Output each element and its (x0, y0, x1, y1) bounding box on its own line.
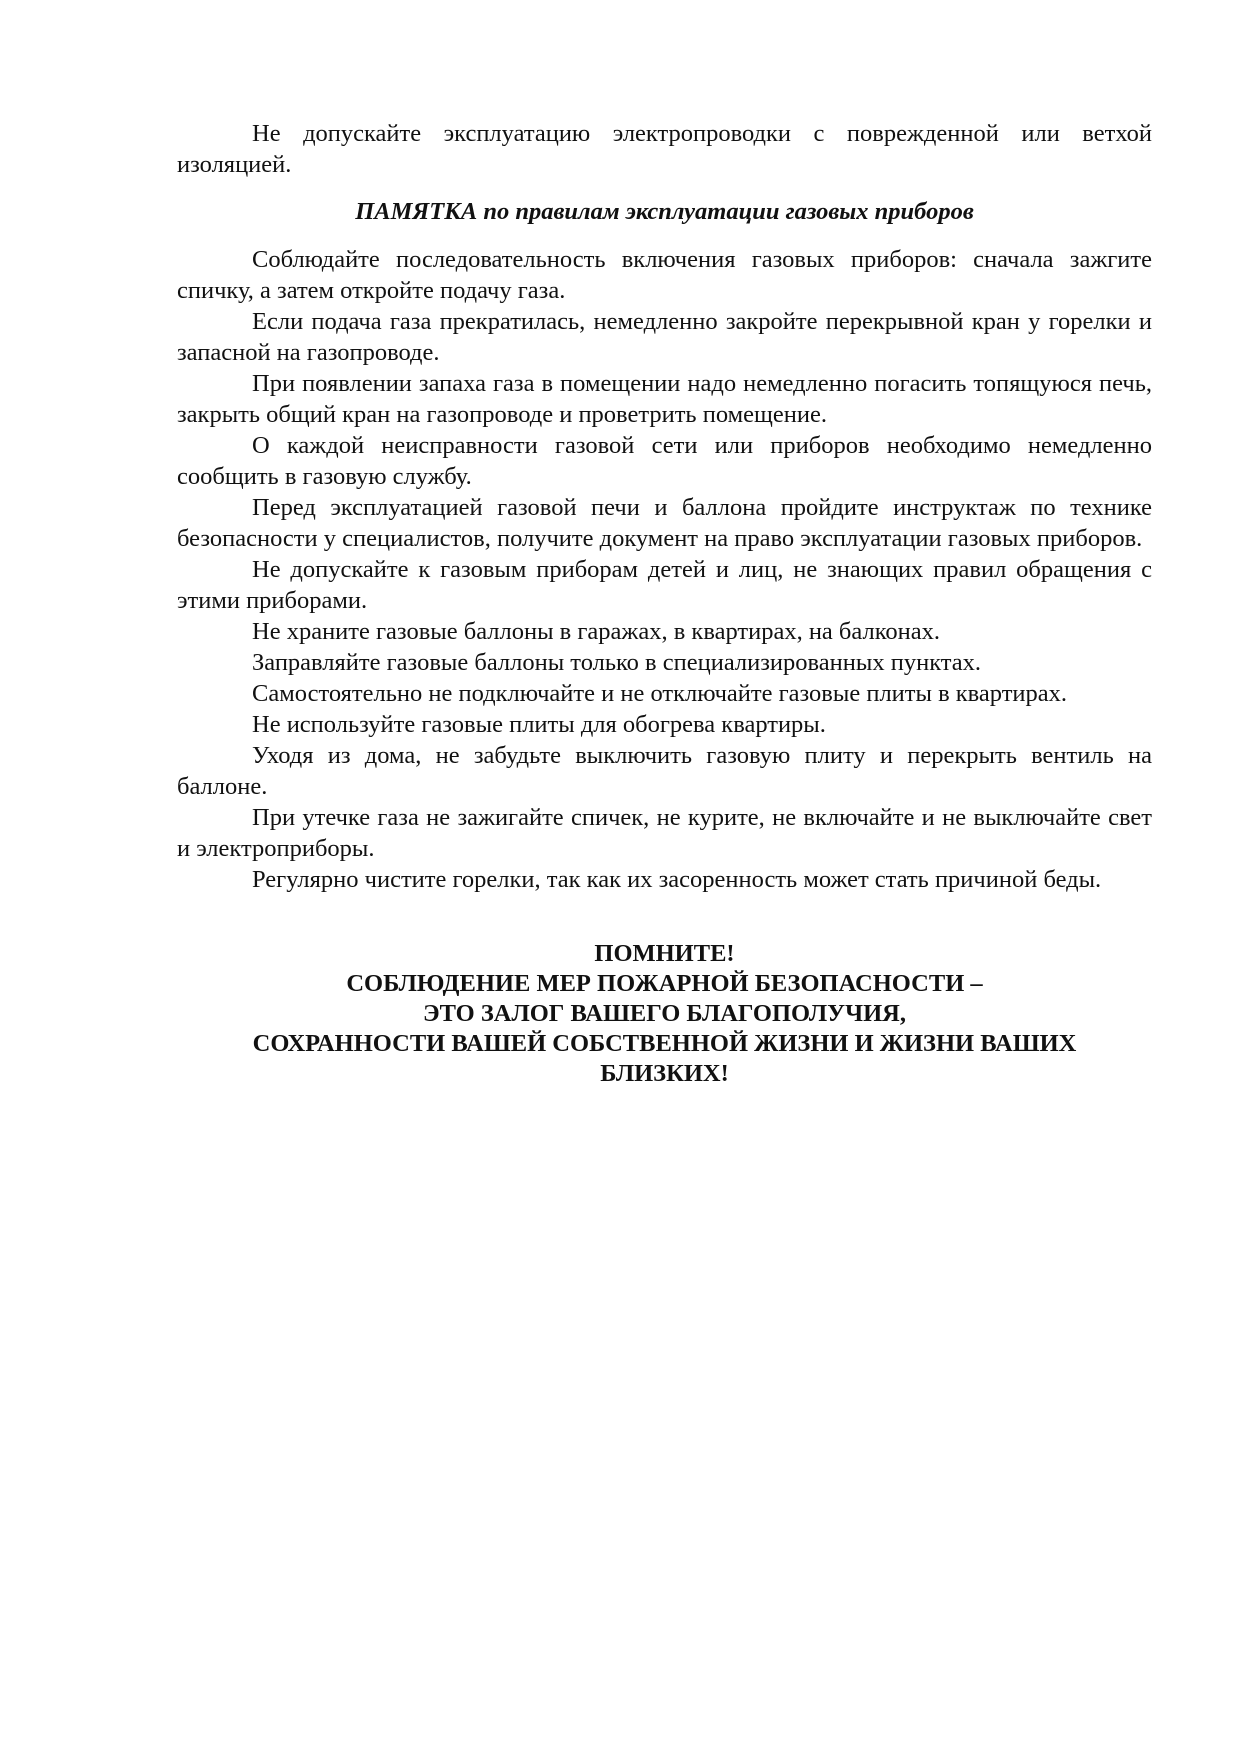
memo-heading: ПАМЯТКА по правилам эксплуатации газовых приборов (355, 198, 974, 225)
rule-paragraph-12: При утечке газа не зажигайте спичек, не курите, не включайте и не выключайте свет и электроприборы. (177, 804, 1152, 862)
closing-line-5: БЛИЗКИХ! (600, 1060, 729, 1087)
rule-paragraph-5: Перед эксплуатацией газовой печи и баллона пройдите инструктаж по технике безопасности у специалистов, получите документ на право эксплуатации газовых приборов. (177, 494, 1152, 552)
closing-line-1: ПОМНИТЕ! (594, 940, 735, 967)
rule-paragraph-9: Самостоятельно не подключайте и не отключайте газовые плиты в квартирах. (252, 680, 1068, 707)
closing-line-3: ЭТО ЗАЛОГ ВАШЕГО БЛАГОПОЛУЧИЯ, (423, 1000, 906, 1027)
document-page (177, 118, 1152, 1089)
rule-paragraph-6: Не допускайте к газовым приборам детей и лиц, не знающих правил обращения с этими приборами. (177, 556, 1152, 614)
rule-paragraph-4: О каждой неисправности газовой сети или приборов необходимо немедленно сообщить в газовую службу. (177, 432, 1152, 490)
rule-paragraph-1: Соблюдайте последовательность включения газовых приборов: сначала зажгите спичку, а затем откройте подачу газа. (177, 246, 1152, 304)
closing-line-2: СОБЛЮДЕНИЕ МЕР ПОЖАРНОЙ БЕЗОПАСНОСТИ – (346, 970, 983, 997)
rule-paragraph-7: Не храните газовые баллоны в гаражах, в квартирах, на балконах. (252, 618, 940, 645)
rule-paragraph-8: Заправляйте газовые баллоны только в специализированных пунктах. (252, 649, 982, 676)
rule-paragraph-11: Уходя из дома, не забудьте выключить газовую плиту и перекрыть вентиль на баллоне. (177, 742, 1152, 800)
intro-paragraph: Не допускайте эксплуатацию электропроводки с поврежденной или ветхой изоляцией. (177, 120, 1152, 178)
rule-paragraph-2: Если подача газа прекратилась, немедленно закройте перекрывной кран у горелки и запасной на газопроводе. (177, 308, 1152, 366)
rule-paragraph-3: При появлении запаха газа в помещении надо немедленно погасить топящуюся печь, закрыть общий кран на газопроводе и проветрить помещение. (177, 370, 1152, 428)
closing-line-4: СОХРАННОСТИ ВАШЕЙ СОБСТВЕННОЙ ЖИЗНИ И ЖИЗНИ ВАШИХ (252, 1030, 1077, 1057)
closing-message (177, 939, 1152, 1089)
rule-paragraph-10: Не используйте газовые плиты для обогрева квартиры. (252, 711, 826, 738)
rule-paragraph-13: Регулярно чистите горелки, так как их засоренность может стать причиной беды. (252, 866, 1102, 893)
